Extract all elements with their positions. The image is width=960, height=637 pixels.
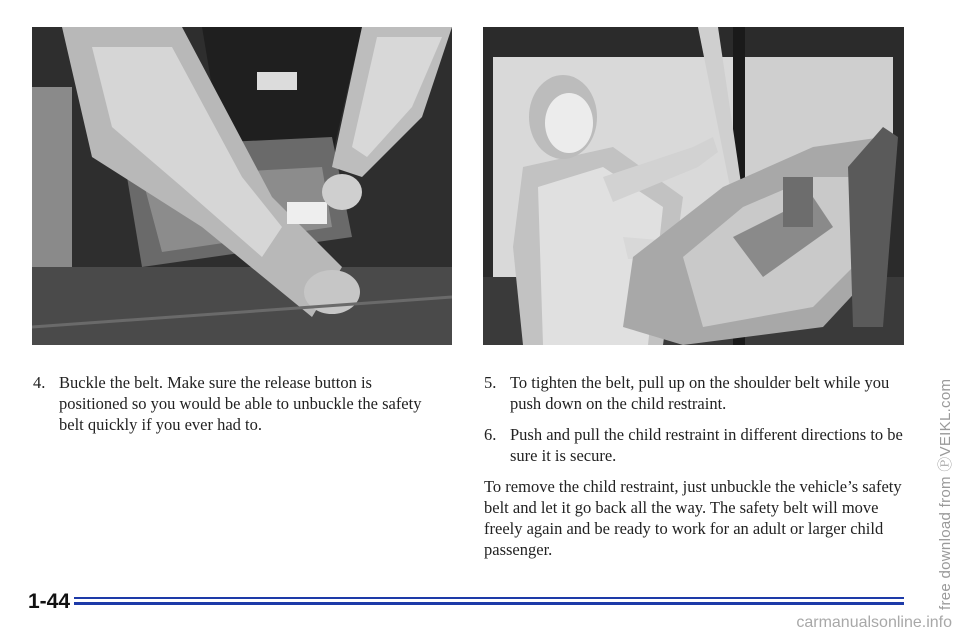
step-4	[33, 372, 433, 435]
step-text: To tighten the belt, pull up on the shoulder belt while you push down on the child restraint.	[510, 373, 890, 413]
step-5	[484, 372, 914, 414]
watermark-side: free download from ⓅVEIKL.com	[937, 378, 954, 610]
remove-restraint-paragraph: To remove the child restraint, just unbuckle the vehicle’s safety belt and let it go back all the way. The safety belt will move freely again and be ready to work for an adult or larger child passenger.	[484, 477, 902, 559]
watermark-bottom: carmanualsonline.info	[796, 614, 952, 631]
page-number: 1-44	[28, 590, 71, 613]
footer-rule-bottom	[74, 602, 904, 605]
illustration-tighten-restraint	[483, 27, 904, 345]
step-number: 4.	[33, 373, 46, 392]
step-number: 5.	[484, 373, 497, 392]
footer-rule-top	[74, 597, 904, 599]
step-text: Push and pull the child restraint in different directions to be sure it is secure.	[510, 425, 903, 465]
instructions-right-column	[484, 372, 914, 560]
step-6	[484, 424, 914, 466]
illustration-buckle-belt	[32, 27, 452, 345]
step-number: 6.	[484, 425, 497, 444]
tighten-restraint-drawing	[483, 27, 904, 345]
step-text: Buckle the belt. Make sure the release button is positioned so you would be able to unbuckle the safety belt quickly if you ever had to.	[59, 373, 422, 434]
instructions-left-column	[33, 372, 433, 445]
buckle-belt-drawing	[32, 27, 452, 345]
